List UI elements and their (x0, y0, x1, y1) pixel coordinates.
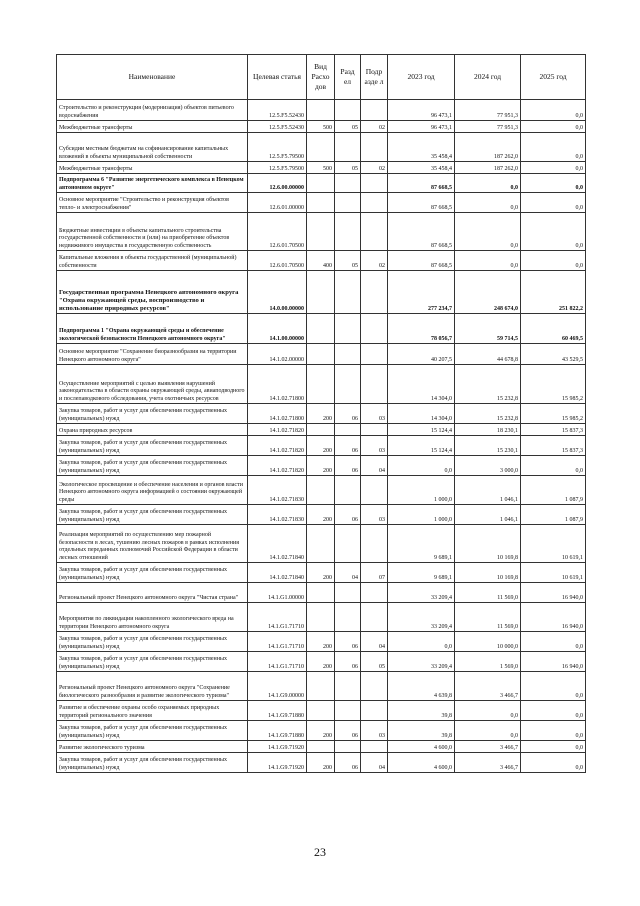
row-vid: 400 (307, 251, 335, 271)
row-2025: 16 940,0 (521, 652, 586, 672)
row-code: 14.1.G9.71920 (248, 753, 307, 773)
row-podrazdel (361, 100, 388, 121)
row-razdel: 04 (335, 563, 361, 583)
row-2023: 39,8 (388, 701, 455, 721)
row-2024: 77 951,3 (455, 121, 521, 133)
row-name: Основное мероприятие "Сохранение биоразнообразия на территории Ненецкого автономного округа" (57, 344, 248, 365)
row-2023: 4 639,8 (388, 672, 455, 701)
table-row (57, 365, 586, 404)
row-2024: 3 466,7 (455, 672, 521, 701)
row-code: 14.1.02.71800 (248, 404, 307, 424)
row-code: 14.1.02.71820 (248, 456, 307, 476)
row-name: Закупка товаров, работ и услуг для обеспечения государственных (муниципальных) нужд (57, 632, 248, 652)
row-2023: 35 458,4 (388, 162, 455, 174)
row-razdel (335, 672, 361, 701)
row-podrazdel (361, 174, 388, 193)
table-row (57, 525, 586, 563)
table-row (57, 271, 586, 314)
row-podrazdel (361, 193, 388, 213)
table-row (57, 632, 586, 652)
row-name: Осуществление мероприятий с целью выявления нарушений законодательства в области охраны окружающей среды, авиаподводного и послепаводкового обследования, учета охотничьих ресурсов (57, 365, 248, 404)
row-razdel: 06 (335, 404, 361, 424)
row-code: 14.1.02.71830 (248, 505, 307, 525)
row-2024: 77 951,3 (455, 100, 521, 121)
row-2025: 0,0 (521, 251, 586, 271)
row-name: Строительство и реконструкция (модернизация) объектов питьевого водоснабжения (57, 100, 248, 121)
row-2025: 0,0 (521, 701, 586, 721)
row-vid: 200 (307, 563, 335, 583)
row-2023: 14 304,0 (388, 404, 455, 424)
row-podrazdel: 07 (361, 563, 388, 583)
row-code: 14.1.G1.71710 (248, 632, 307, 652)
header-2023: 2023 год (388, 55, 455, 100)
row-2023: 78 056,7 (388, 314, 455, 344)
table-row (57, 213, 586, 251)
row-2024: 0,0 (455, 193, 521, 213)
row-2025: 16 940,0 (521, 583, 586, 603)
row-2023: 39,8 (388, 721, 455, 741)
row-code: 14.1.G1.71710 (248, 603, 307, 632)
table-row (57, 603, 586, 632)
row-vid (307, 100, 335, 121)
row-vid (307, 344, 335, 365)
row-razdel (335, 741, 361, 753)
row-vid (307, 193, 335, 213)
table-row (57, 563, 586, 583)
row-razdel: 06 (335, 753, 361, 773)
row-2023: 33 209,4 (388, 652, 455, 672)
row-podrazdel: 03 (361, 505, 388, 525)
row-vid: 200 (307, 721, 335, 741)
row-name: Охрана природных ресурсов (57, 424, 248, 436)
row-vid: 200 (307, 505, 335, 525)
row-razdel: 05 (335, 121, 361, 133)
row-vid (307, 213, 335, 251)
row-2024: 10 169,8 (455, 563, 521, 583)
row-vid (307, 365, 335, 404)
row-name: Основное мероприятие "Строительство и реконструкция объектов тепло- и электроснабжения" (57, 193, 248, 213)
table-row (57, 701, 586, 721)
row-code: 14.1.G9.71920 (248, 741, 307, 753)
table-row (57, 583, 586, 603)
row-code: 12.6.01.00000 (248, 193, 307, 213)
row-razdel: 06 (335, 652, 361, 672)
row-name: Подпрограмма 1 "Охрана окружающей среды и обеспечение экологической безопасности Ненецкого автономного округа" (57, 314, 248, 344)
row-name: Закупка товаров, работ и услуг для обеспечения государственных (муниципальных) нужд (57, 652, 248, 672)
row-vid (307, 314, 335, 344)
row-vid (307, 525, 335, 563)
row-2025: 10 619,1 (521, 525, 586, 563)
row-razdel: 06 (335, 632, 361, 652)
row-code: 12.6.00.00000 (248, 174, 307, 193)
row-2023: 277 234,7 (388, 271, 455, 314)
row-code: 14.1.G9.71880 (248, 721, 307, 741)
row-2025: 15 985,2 (521, 404, 586, 424)
row-2024: 3 466,7 (455, 753, 521, 773)
budget-table (56, 54, 586, 773)
table-row (57, 456, 586, 476)
row-razdel (335, 525, 361, 563)
row-2025: 0,0 (521, 162, 586, 174)
row-code: 14.1.02.00000 (248, 344, 307, 365)
row-2023: 4 600,0 (388, 753, 455, 773)
table-row (57, 505, 586, 525)
row-2024: 1 046,1 (455, 505, 521, 525)
row-vid: 200 (307, 456, 335, 476)
row-podrazdel: 04 (361, 753, 388, 773)
row-2025: 1 087,9 (521, 505, 586, 525)
row-2025: 60 469,5 (521, 314, 586, 344)
row-vid: 200 (307, 404, 335, 424)
row-razdel (335, 100, 361, 121)
row-2023: 96 473,1 (388, 121, 455, 133)
row-name: Развитие и обеспечение охраны особо охраняемых природных территорий регионального значения (57, 701, 248, 721)
row-2025: 43 529,5 (521, 344, 586, 365)
table-row (57, 476, 586, 505)
row-podrazdel (361, 583, 388, 603)
row-2024: 15 230,1 (455, 436, 521, 456)
row-vid: 200 (307, 436, 335, 456)
row-code: 12.6.01.70500 (248, 213, 307, 251)
row-2025: 16 940,0 (521, 603, 586, 632)
row-razdel: 06 (335, 456, 361, 476)
row-2023: 1 000,0 (388, 505, 455, 525)
row-2025: 0,0 (521, 100, 586, 121)
row-2025: 15 837,3 (521, 424, 586, 436)
row-code: 14.1.02.71820 (248, 424, 307, 436)
row-vid: 200 (307, 753, 335, 773)
row-2024: 15 232,8 (455, 365, 521, 404)
row-podrazdel: 04 (361, 632, 388, 652)
table-row (57, 404, 586, 424)
row-vid (307, 583, 335, 603)
row-2023: 1 000,0 (388, 476, 455, 505)
header-razdel: Разд ел (335, 55, 361, 100)
row-2024: 1 046,1 (455, 476, 521, 505)
row-vid (307, 476, 335, 505)
row-razdel: 06 (335, 505, 361, 525)
row-vid (307, 133, 335, 162)
row-2025: 0,0 (521, 213, 586, 251)
row-2024: 15 232,8 (455, 404, 521, 424)
row-vid (307, 672, 335, 701)
page-number: 23 (314, 845, 326, 859)
row-name: Закупка товаров, работ и услуг для обеспечения государственных (муниципальных) нужд (57, 753, 248, 773)
row-razdel (335, 174, 361, 193)
row-vid: 500 (307, 121, 335, 133)
row-name: Субсидии местным бюджетам на софинансирование капитальных вложений в объекты муниципальной собственности (57, 133, 248, 162)
row-code: 14.1.02.71840 (248, 525, 307, 563)
table-row (57, 741, 586, 753)
row-2023: 0,0 (388, 632, 455, 652)
row-code: 14.1.02.71800 (248, 365, 307, 404)
row-podrazdel (361, 741, 388, 753)
row-2023: 9 689,1 (388, 525, 455, 563)
row-podrazdel (361, 476, 388, 505)
row-2024: 3 466,7 (455, 741, 521, 753)
row-razdel: 05 (335, 251, 361, 271)
row-podrazdel (361, 672, 388, 701)
row-2023: 87 668,5 (388, 213, 455, 251)
row-razdel (335, 193, 361, 213)
row-razdel (335, 701, 361, 721)
table-row (57, 753, 586, 773)
row-podrazdel: 03 (361, 404, 388, 424)
row-razdel: 06 (335, 721, 361, 741)
row-podrazdel (361, 365, 388, 404)
row-2025: 0,0 (521, 133, 586, 162)
row-2024: 44 678,8 (455, 344, 521, 365)
row-2024: 59 714,5 (455, 314, 521, 344)
table-row (57, 100, 586, 121)
row-razdel (335, 603, 361, 632)
row-2025: 251 822,2 (521, 271, 586, 314)
row-code: 14.0.00.00000 (248, 271, 307, 314)
row-code: 14.1.G9.71880 (248, 701, 307, 721)
table-header-row (57, 55, 586, 100)
row-podrazdel (361, 271, 388, 314)
row-2025: 0,0 (521, 121, 586, 133)
row-code: 14.1.G1.71710 (248, 652, 307, 672)
row-2024: 0,0 (455, 174, 521, 193)
row-name: Закупка товаров, работ и услуг для обеспечения государственных (муниципальных) нужд (57, 505, 248, 525)
row-2024: 248 674,0 (455, 271, 521, 314)
table-row (57, 174, 586, 193)
row-vid: 500 (307, 162, 335, 174)
row-podrazdel: 04 (361, 456, 388, 476)
row-2025: 0,0 (521, 741, 586, 753)
row-2025: 10 619,1 (521, 563, 586, 583)
row-razdel (335, 476, 361, 505)
row-2023: 15 124,4 (388, 424, 455, 436)
row-podrazdel (361, 701, 388, 721)
row-2024: 0,0 (455, 251, 521, 271)
header-code: Целевая статья (248, 55, 307, 100)
row-code: 12.6.01.70500 (248, 251, 307, 271)
row-2025: 0,0 (521, 193, 586, 213)
row-name: Бюджетные инвестиции в объекты капитального строительства государственной собственности и (или) на приобретение объектов недвижимого имущества в государственную собственность (57, 213, 248, 251)
row-name: Развитие экологического туризма (57, 741, 248, 753)
row-2025: 1 087,9 (521, 476, 586, 505)
row-name: Закупка товаров, работ и услуг для обеспечения государственных (муниципальных) нужд (57, 404, 248, 424)
header-2024: 2024 год (455, 55, 521, 100)
row-name: Закупка товаров, работ и услуг для обеспечения государственных (муниципальных) нужд (57, 436, 248, 456)
header-name: Наименование (57, 55, 248, 100)
table-row (57, 314, 586, 344)
row-podrazdel (361, 603, 388, 632)
row-code: 14.1.02.71830 (248, 476, 307, 505)
row-2025: 0,0 (521, 721, 586, 741)
row-2023: 87 668,5 (388, 251, 455, 271)
row-2024: 18 230,1 (455, 424, 521, 436)
row-podrazdel: 02 (361, 121, 388, 133)
row-2024: 3 000,0 (455, 456, 521, 476)
row-2023: 87 668,5 (388, 174, 455, 193)
row-vid: 200 (307, 652, 335, 672)
header-podrazdel: Подр азде л (361, 55, 388, 100)
table-row (57, 251, 586, 271)
row-razdel: 06 (335, 436, 361, 456)
row-name: Закупка товаров, работ и услуг для обеспечения государственных (муниципальных) нужд (57, 563, 248, 583)
row-razdel (335, 583, 361, 603)
row-2025: 15 837,3 (521, 436, 586, 456)
row-razdel (335, 344, 361, 365)
row-name: Мероприятия по ликвидации накопленного экологического вреда на территории Ненецкого автономного округа (57, 603, 248, 632)
row-2023: 4 600,0 (388, 741, 455, 753)
row-2025: 15 985,2 (521, 365, 586, 404)
row-code: 14.1.02.71820 (248, 436, 307, 456)
table-row (57, 133, 586, 162)
table-row (57, 162, 586, 174)
row-2024: 11 569,0 (455, 583, 521, 603)
row-2024: 0,0 (455, 701, 521, 721)
row-name: Экологическое просвещение и обеспечение населения и органов власти Ненецкого автономного округа информацией о состоянии окружающей среды (57, 476, 248, 505)
row-podrazdel: 03 (361, 436, 388, 456)
row-2025: 0,0 (521, 753, 586, 773)
row-name: Реализация мероприятий по осуществлению мер пожарной безопасности в лесах, тушению лесных пожаров в рамках исполнения отдельных переданных полномочий Российской Федерации в области лесных отношений (57, 525, 248, 563)
row-2023: 9 689,1 (388, 563, 455, 583)
row-2024: 11 569,0 (455, 603, 521, 632)
table-body (57, 100, 586, 773)
row-podrazdel (361, 424, 388, 436)
row-podrazdel: 05 (361, 652, 388, 672)
row-2024: 10 169,8 (455, 525, 521, 563)
row-razdel (335, 365, 361, 404)
row-razdel (335, 213, 361, 251)
row-vid (307, 174, 335, 193)
row-code: 14.1.00.00000 (248, 314, 307, 344)
row-razdel (335, 314, 361, 344)
row-vid (307, 424, 335, 436)
table-row (57, 672, 586, 701)
row-2024: 10 000,0 (455, 632, 521, 652)
row-podrazdel (361, 213, 388, 251)
row-2024: 187 262,0 (455, 162, 521, 174)
row-2025: 0,0 (521, 174, 586, 193)
row-name: Закупка товаров, работ и услуг для обеспечения государственных (муниципальных) нужд (57, 721, 248, 741)
row-2024: 1 569,0 (455, 652, 521, 672)
row-code: 14.1.G1.00000 (248, 583, 307, 603)
row-2025: 0,0 (521, 632, 586, 652)
row-podrazdel (361, 344, 388, 365)
table-row (57, 424, 586, 436)
row-podrazdel (361, 525, 388, 563)
row-vid: 200 (307, 632, 335, 652)
row-2023: 15 124,4 (388, 436, 455, 456)
row-razdel (335, 133, 361, 162)
row-2024: 187 262,0 (455, 133, 521, 162)
row-name: Капитальные вложения в объекты государственной (муниципальной) собственности (57, 251, 248, 271)
row-vid (307, 271, 335, 314)
row-vid (307, 741, 335, 753)
row-2024: 0,0 (455, 721, 521, 741)
table-row (57, 344, 586, 365)
row-name: Региональный проект Ненецкого автономного округа "Чистая страна" (57, 583, 248, 603)
row-2023: 40 207,5 (388, 344, 455, 365)
row-2023: 87 668,5 (388, 193, 455, 213)
row-name: Межбюджетные трансферты (57, 121, 248, 133)
row-2023: 33 209,4 (388, 603, 455, 632)
row-name: Региональный проект Ненецкого автономного округа "Сохранение биологического разнообразия и развитие экологического туризма" (57, 672, 248, 701)
row-code: 12.5.F5.52430 (248, 121, 307, 133)
row-name: Подпрограмма 6 "Развитие энергетического комплекса в Ненецком автономном округе" (57, 174, 248, 193)
row-podrazdel: 03 (361, 721, 388, 741)
row-razdel (335, 424, 361, 436)
header-2025: 2025 год (521, 55, 586, 100)
row-podrazdel: 02 (361, 162, 388, 174)
row-code: 14.1.G9.00000 (248, 672, 307, 701)
row-podrazdel (361, 314, 388, 344)
row-name: Закупка товаров, работ и услуг для обеспечения государственных (муниципальных) нужд (57, 456, 248, 476)
row-vid (307, 603, 335, 632)
row-code: 12.5.F5.52430 (248, 100, 307, 121)
row-2024: 0,0 (455, 213, 521, 251)
row-name: Межбюджетные трансферты (57, 162, 248, 174)
row-code: 12.5.F5.79500 (248, 133, 307, 162)
row-2023: 96 473,1 (388, 100, 455, 121)
table-row (57, 652, 586, 672)
row-podrazdel (361, 133, 388, 162)
table-row (57, 193, 586, 213)
row-code: 12.5.F5.79500 (248, 162, 307, 174)
row-podrazdel: 02 (361, 251, 388, 271)
row-2025: 0,0 (521, 672, 586, 701)
row-razdel: 05 (335, 162, 361, 174)
row-code: 14.1.02.71840 (248, 563, 307, 583)
row-2025: 0,0 (521, 456, 586, 476)
header-vid: Вид Расхо дов (307, 55, 335, 100)
row-razdel (335, 271, 361, 314)
row-2023: 0,0 (388, 456, 455, 476)
row-name: Государственная программа Ненецкого автономного округа "Охрана окружающей среды, воспроизводство и использование природных ресурсов" (57, 271, 248, 314)
row-2023: 35 458,4 (388, 133, 455, 162)
table-row (57, 121, 586, 133)
table-row (57, 436, 586, 456)
row-2023: 14 304,0 (388, 365, 455, 404)
row-2023: 33 209,4 (388, 583, 455, 603)
row-vid (307, 701, 335, 721)
table-row (57, 721, 586, 741)
